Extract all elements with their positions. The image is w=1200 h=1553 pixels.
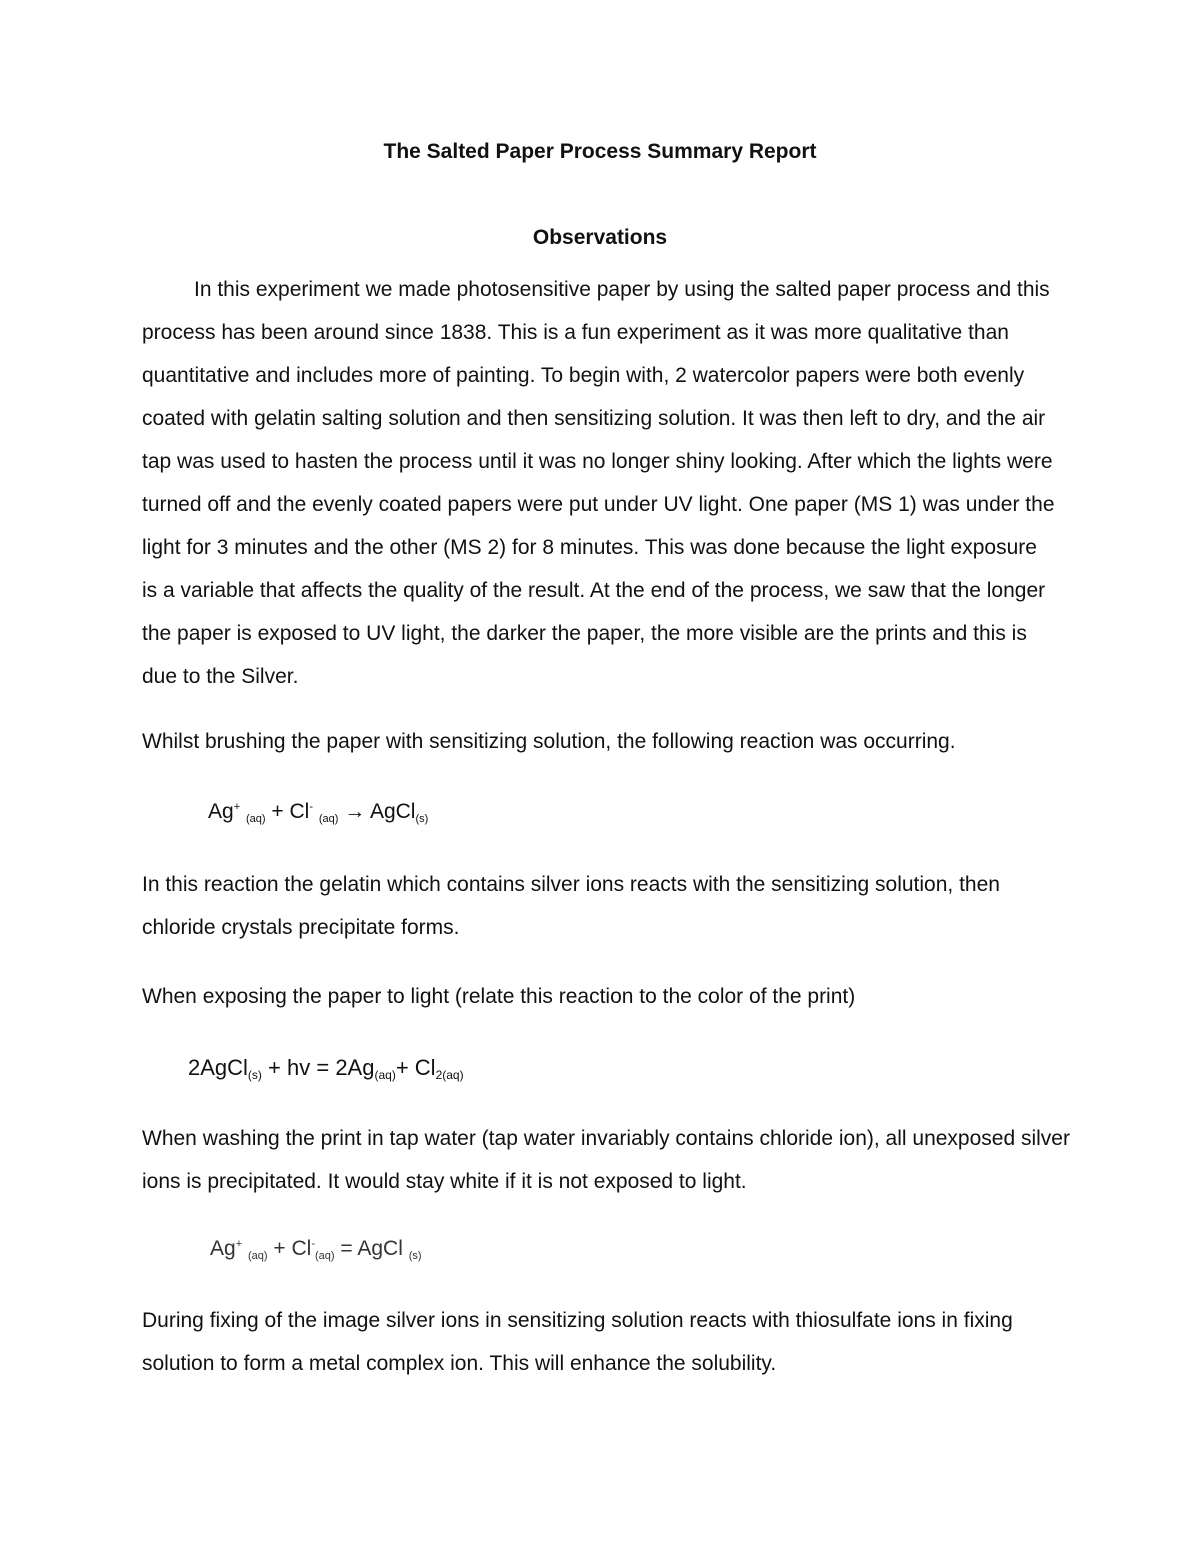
brushing-intro: Whilst brushing the paper with sensitizing solution, the following reaction was occurring. <box>142 730 956 753</box>
eq2-reactant-state: (s) <box>247 1068 262 1082</box>
equation-silver-chloride-formation <box>208 800 428 825</box>
eq3-cl: Cl <box>291 1237 312 1260</box>
eq3-ag-charge: + <box>235 1238 243 1250</box>
washing-paragraph: When washing the print in tap water (tap water invariably contains chloride ion), all unexposed silver ions is precipitated. It would stay white if it is not exposed to light. <box>142 1127 1070 1193</box>
eq2-ag-state: (aq) <box>374 1068 396 1082</box>
equation-photodecomposition <box>188 1055 464 1082</box>
document-title: The Salted Paper Process Summary Report <box>383 140 817 163</box>
eq1-ag: Ag <box>208 800 234 823</box>
eq1-cl: Cl <box>289 800 310 823</box>
eq2-plus-cl: + Cl <box>395 1055 436 1080</box>
reaction-explanation: In this reaction the gelatin which contains silver ions reacts with the sensitizing solution, then chloride crystals precipitate forms. <box>142 873 1000 939</box>
eq3-equals-product: = AgCl <box>340 1237 403 1260</box>
eq3-cl-charge: - <box>311 1238 315 1250</box>
eq1-product: AgCl <box>369 800 416 823</box>
eq3-product-state: (s) <box>408 1250 422 1262</box>
section-heading: Observations <box>532 226 668 249</box>
eq3-ag: Ag <box>210 1237 236 1260</box>
eq1-product-state: (s) <box>415 813 429 825</box>
eq3-plus: + <box>273 1237 286 1260</box>
eq1-cl-state: (aq) <box>318 813 339 825</box>
eq3-cl-state: (aq) <box>315 1250 335 1262</box>
eq3-ag-state: (aq) <box>247 1250 268 1262</box>
eq2-mid: + hv = 2Ag <box>268 1055 375 1080</box>
eq1-arrow: → <box>344 800 366 823</box>
eq1-ag-state: (aq) <box>245 813 266 825</box>
fixing-paragraph: During fixing of the image silver ions in sensitizing solution reacts with thiosulfate ions in fixing solution to form a metal complex ion. This will enhance the solubility. <box>142 1309 1013 1375</box>
eq1-ag-charge: + <box>233 801 241 813</box>
eq1-cl-charge: - <box>309 801 313 813</box>
exposing-intro: When exposing the paper to light (relate this reaction to the color of the print) <box>142 985 856 1008</box>
eq2-reactant: 2AgCl <box>188 1055 248 1080</box>
eq1-plus: + <box>271 800 284 823</box>
equation-precipitation <box>210 1237 422 1262</box>
observations-paragraph: In this experiment we made photosensitive paper by using the salted paper process and this process has been around since 1838. This is a fun experiment as it was more qualitative than quantitative and includes more of painting. To begin with, 2 watercolor papers were both evenly coated with gelatin salting solution and then sensitizing solution. It was then left to dry, and the air tap was used to hasten the process until it was no longer shiny looking. After which the lights were turned off and the evenly coated papers were put under UV light. One paper (MS 1) was under the light for 3 minutes and the other (MS 2) for 8 minutes. This was done because the light exposure is a variable that affects the quality of the result. At the end of the process, we saw that the longer the paper is exposed to UV light, the darker the paper, the more visible are the prints and this is due to the Silver. <box>142 278 1055 688</box>
eq2-cl-state: 2(aq) <box>435 1068 464 1082</box>
